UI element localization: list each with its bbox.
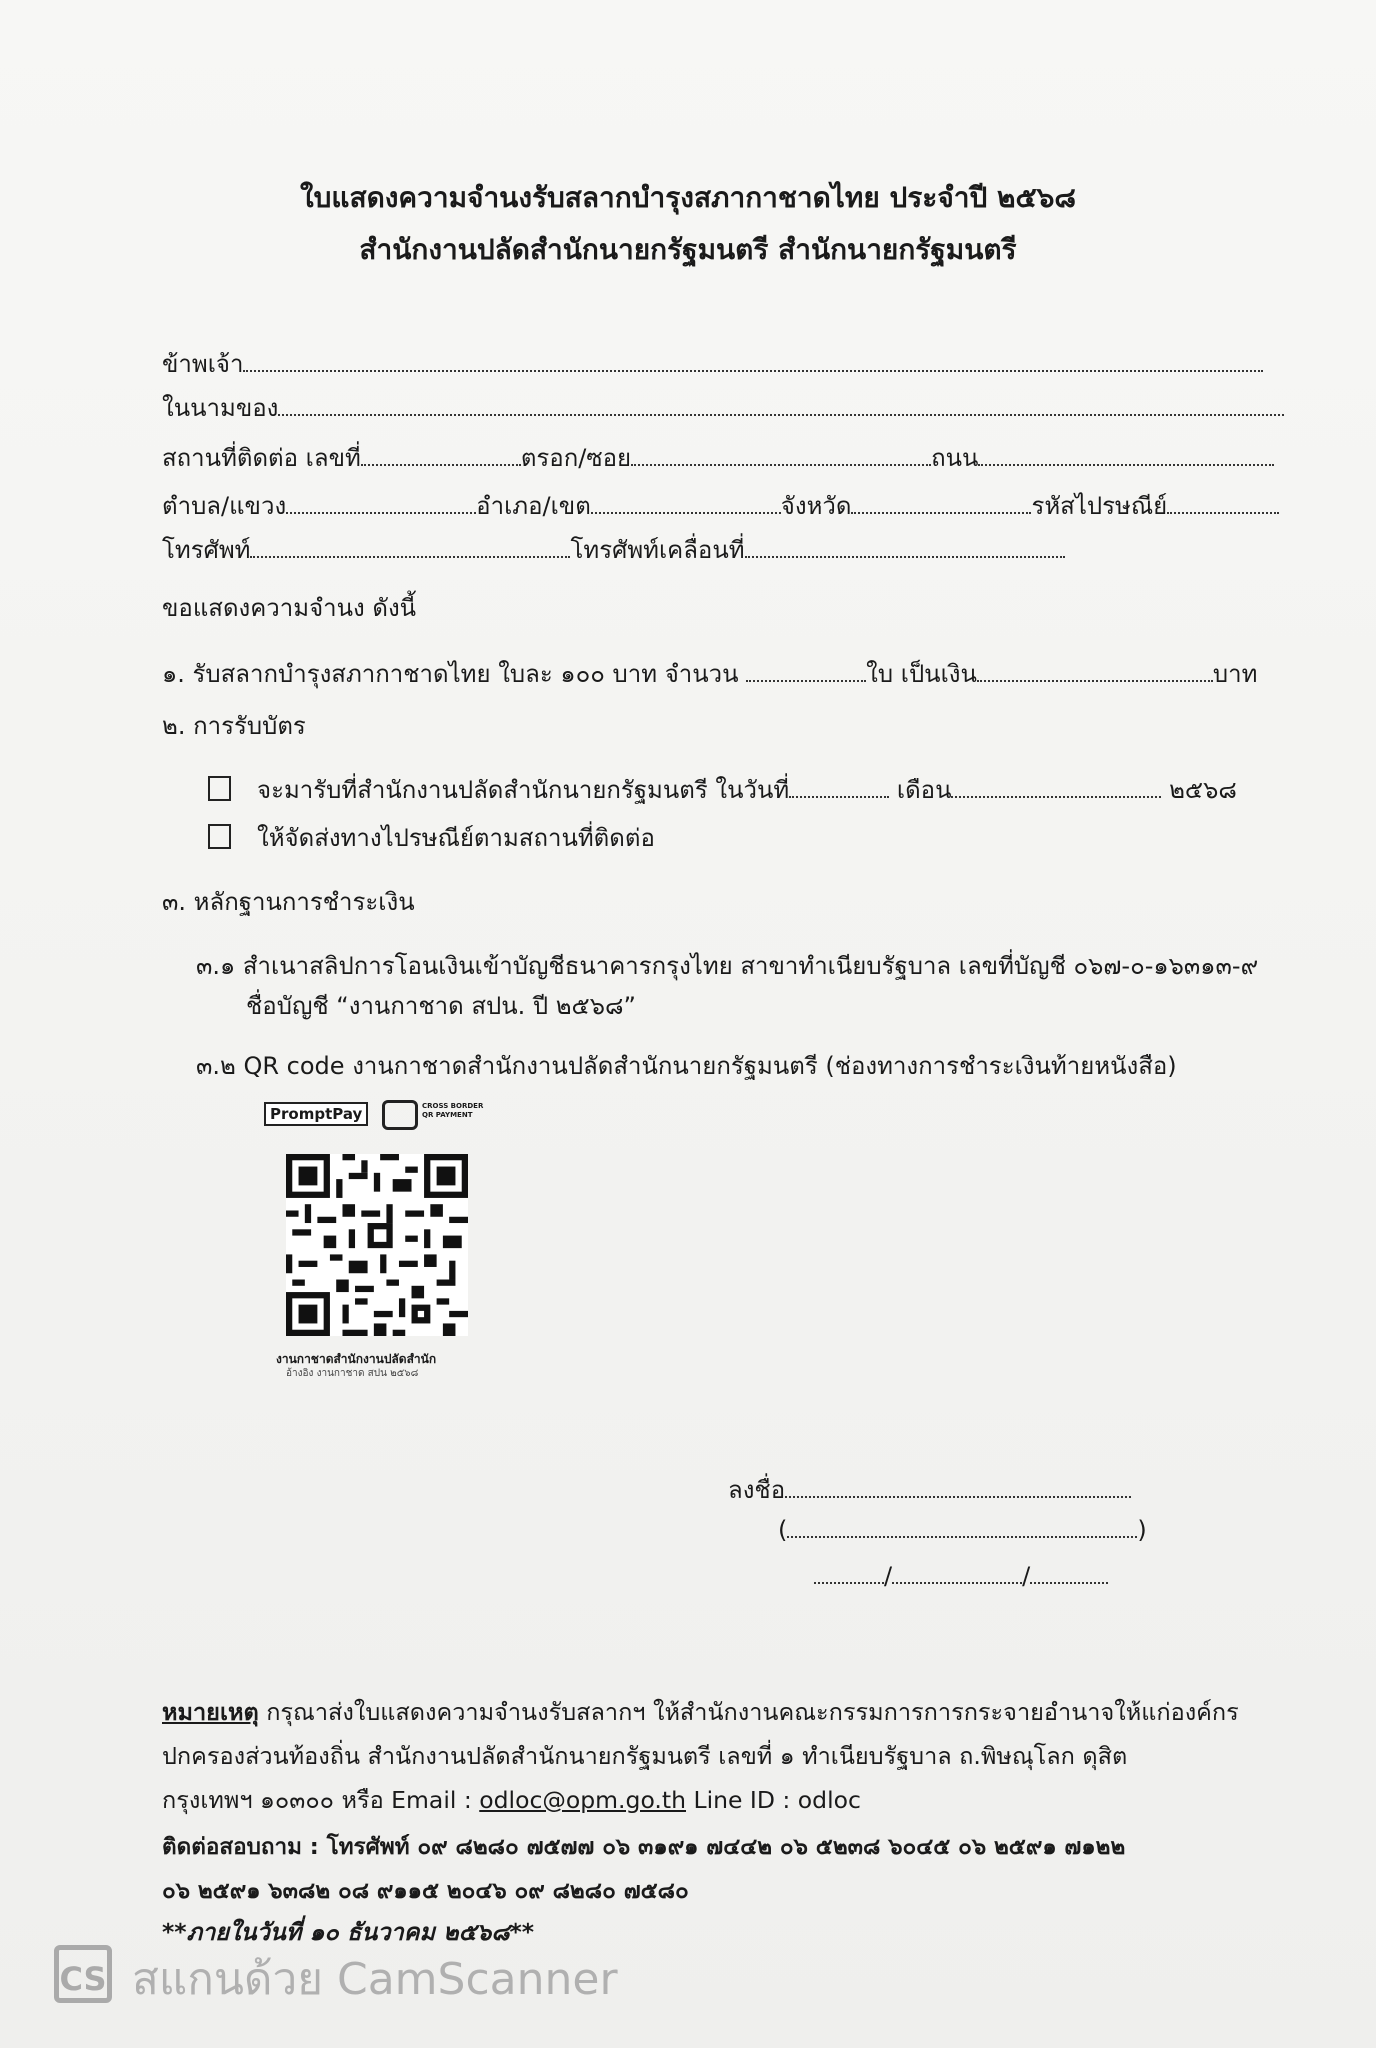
- road-label: ถนน: [931, 444, 979, 472]
- postcode-blank: [1167, 490, 1279, 514]
- camscanner-watermark: สแกนด้วย CamScanner: [132, 1954, 618, 2005]
- pickup-month-label: เดือน: [896, 776, 952, 804]
- pickup-year: ๒๕๖๘: [1169, 776, 1237, 804]
- line-id: Line ID : odloc: [686, 1786, 861, 1814]
- deadline-note: **ภายในวันที่ ๑๐ ธันวาคม ๒๕๖๘**: [162, 1918, 535, 1946]
- item3-1-line1: ๓.๑ สำเนาสลิปการโอนเงินเข้าบัญชีธนาคารกรุงไทย สาขาทำเนียบรัฐบาล เลขที่บัญชี ๐๖๗-๐-๑๖๓๑๓-๙: [196, 952, 1259, 980]
- note-text-1: กรุณาส่งใบแสดงความจำนงรับสลากฯ ให้สำนักงานคณะกรรมการการกระจายอำนาจให้แก่องค์กร: [258, 1698, 1239, 1726]
- district-blank: [591, 490, 781, 514]
- note-text-3: กรุงเทพฯ ๑๐๓๐๐ หรือ Email :: [162, 1786, 480, 1814]
- close-paren: ): [1137, 1516, 1147, 1544]
- item2-heading: ๒. การรับบัตร: [162, 712, 306, 740]
- qr-caption-line1: งานกาชาดสำนักงานปลัดสำนัก: [276, 1352, 437, 1366]
- mail-label: ให้จัดส่งทางไปรษณีย์ตามสถานที่ติดต่อ: [257, 824, 655, 852]
- note-label: หมายเหตุ: [162, 1698, 259, 1726]
- road-blank: [978, 442, 1274, 466]
- promptpay-badge: [264, 1102, 368, 1126]
- note-line2: ปกครองส่วนท้องถิ่น สำนักงานปลัดสำนักนายกรัฐมนตรี เลขที่ ๑ ทำเนียบรัฐบาล ถ.พิษณุโลก ดุสิต: [162, 1742, 1128, 1770]
- contact-line2: ๐๖ ๒๕๙๑ ๖๓๘๒ ๐๘ ๙๑๑๕ ๒๐๔๖ ๐๙ ๘๒๘๐ ๗๕๘๐: [162, 1878, 689, 1904]
- district-label: อำเภอ/เขต: [476, 492, 591, 520]
- note-line1: [162, 1694, 1239, 1731]
- item1-row: [162, 654, 1257, 693]
- phone-blank: [250, 534, 570, 558]
- item3-1-line2: ชื่อบัญชี “งานกาชาด สปน. ปี ๒๕๖๘”: [246, 992, 636, 1020]
- locality-row: [162, 486, 1279, 525]
- date-slash-1: /: [884, 1562, 893, 1590]
- date-slash-2: /: [1022, 1562, 1031, 1590]
- name-blank: [243, 348, 1263, 372]
- pickup-month-blank: [951, 774, 1161, 798]
- pickup-checkbox[interactable]: [208, 776, 231, 801]
- amount-blank: [977, 658, 1213, 682]
- item3-2: ๓.๒ QR code งานกาชาดสำนักงานปลัดสำนักนายกรัฐมนตรี (ช่องทางการชำระเงินท้ายหนังสือ): [196, 1052, 1177, 1080]
- phone-label: โทรศัพท์: [162, 536, 251, 564]
- date-month-blank: [892, 1560, 1022, 1584]
- page-title-line1: ใบแสดงความจำนงรับสลากบำรุงสภากาชาดไทย ประจำปี ๒๕๖๘: [299, 181, 1077, 214]
- postcode-label: รหัสไปรษณีย์: [1031, 492, 1168, 520]
- name-field: [162, 344, 1263, 383]
- ticket-count-blank: [746, 658, 866, 682]
- address-row: [162, 438, 1274, 477]
- printed-name-row: [778, 1514, 1147, 1544]
- on-behalf-blank: [278, 392, 1284, 416]
- camscanner-logo-icon: CS: [54, 1945, 112, 2003]
- address-label: สถานที่ติดต่อ เลขที่: [162, 444, 361, 472]
- address-number-blank: [361, 442, 521, 466]
- name-label: ข้าพเจ้า: [162, 350, 244, 378]
- subdistrict-blank: [286, 490, 476, 514]
- item1-label: ๑. รับสลากบำรุงสภากาชาดไทย ใบละ ๑๐๐ บาท จำนวน: [162, 660, 739, 688]
- mail-option: [208, 818, 655, 857]
- promptpay-badge-label: PromptPay: [270, 1105, 363, 1123]
- intent-heading: ขอแสดงความจำนง ดังนี้: [162, 594, 417, 622]
- alley-label: ตรอก/ซอย: [520, 444, 632, 472]
- cross-border-qr-icon: [382, 1100, 418, 1130]
- pickup-label: จะมารับที่สำนักงานปลัดสำนักนายกรัฐมนตรี ในวันที่: [257, 776, 790, 804]
- note-line3: [162, 1782, 861, 1819]
- mobile-label: โทรศัพท์เคลื่อนที่: [570, 536, 745, 564]
- cross-border-label: [422, 1102, 483, 1120]
- subdistrict-label: ตำบล/แขวง: [162, 492, 287, 520]
- open-paren: (: [778, 1516, 788, 1544]
- payment-qr-block: [262, 1098, 502, 1398]
- mail-checkbox[interactable]: [208, 824, 231, 849]
- pickup-option: [208, 770, 1237, 809]
- date-year-blank: [1030, 1560, 1108, 1584]
- on-behalf-label: ในนามของ: [162, 394, 279, 422]
- cross-border-label-line2: QR PAYMENT: [422, 1111, 473, 1119]
- signature-label: ลงชื่อ: [728, 1476, 786, 1504]
- item1-unit: ใบ เป็นเงิน: [866, 660, 977, 688]
- date-row: [814, 1560, 1108, 1590]
- cross-border-label-line1: CROSS BORDER: [422, 1102, 484, 1110]
- phone-row: [162, 530, 1065, 569]
- province-blank: [851, 490, 1031, 514]
- province-label: จังหวัด: [780, 492, 852, 520]
- email-link[interactable]: odloc@opm.go.th: [479, 1786, 686, 1814]
- alley-blank: [631, 442, 931, 466]
- contact-line1: ติดต่อสอบถาม : โทรศัพท์ ๐๙ ๘๒๘๐ ๗๕๗๗ ๐๖ ๓๑๙๑ ๗๔๔๒ ๐๖ ๕๒๓๘ ๖๐๔๕ ๐๖ ๒๕๙๑ ๗๑๒๒: [162, 1834, 1126, 1860]
- page-title-line2: สำนักงานปลัดสำนักนายกรัฐมนตรี สำนักนายกรัฐมนตรี: [359, 233, 1017, 266]
- signature-row: [728, 1470, 1131, 1509]
- mobile-blank: [745, 534, 1065, 558]
- date-day-blank: [814, 1560, 884, 1584]
- printed-name-blank: [787, 1514, 1137, 1538]
- signature-blank: [785, 1474, 1131, 1498]
- qr-code-icon: [286, 1154, 468, 1336]
- pickup-day-blank: [789, 774, 889, 798]
- item3-heading: ๓. หลักฐานการชำระเงิน: [162, 888, 415, 916]
- item1-currency: บาท: [1212, 660, 1258, 688]
- qr-caption-line2: อ้างอิง งานกาชาด สปน ๒๕๖๘: [286, 1368, 419, 1379]
- on-behalf-field: [162, 388, 1284, 427]
